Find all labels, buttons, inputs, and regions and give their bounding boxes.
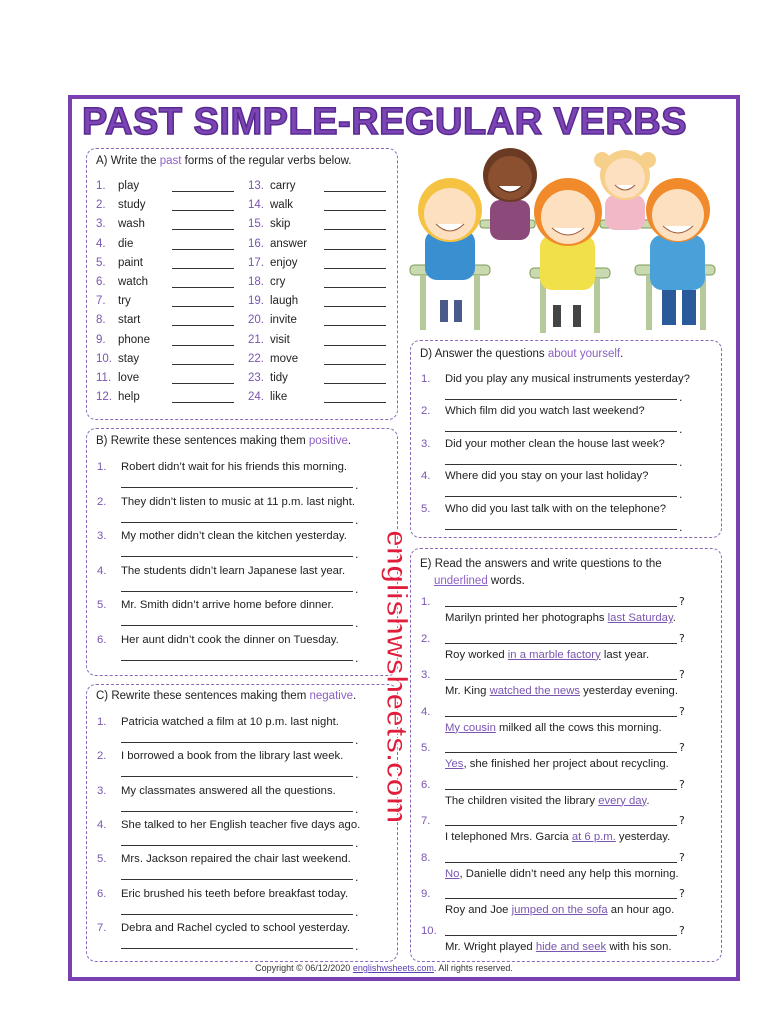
section-a-instruction: A) Write the past forms of the regular verbs below. xyxy=(96,155,352,167)
answer-text: Roy and Joe xyxy=(445,904,512,916)
section-b-instruction: B) Rewrite these sentences making them positive. xyxy=(96,435,352,447)
verb-item xyxy=(248,332,393,348)
sentence-text: Did your mother clean the house last week? xyxy=(445,437,665,450)
answer-line[interactable] xyxy=(172,191,234,192)
answer-sentence xyxy=(445,647,649,663)
sentence-item xyxy=(97,851,351,867)
verb-item xyxy=(96,236,241,252)
answer-line[interactable] xyxy=(324,268,386,269)
underlined-words: last Saturday xyxy=(607,612,673,624)
verb-number: 15. xyxy=(248,218,264,231)
answer-text: yesterday evening. xyxy=(580,685,678,697)
verb-item xyxy=(248,197,393,213)
answer-line[interactable] xyxy=(172,229,234,230)
verb-number: 4. xyxy=(96,237,106,250)
sentence-text: Eric brushed his teeth before breakfast today. xyxy=(121,887,349,900)
sentence-item xyxy=(97,886,348,902)
verb-word: like xyxy=(270,391,288,404)
sentence-item xyxy=(421,468,648,484)
answer-sentence xyxy=(445,829,670,845)
answer-text: , she finished her project about recycling. xyxy=(463,758,669,770)
item-number: 2. xyxy=(97,495,107,508)
verb-word: start xyxy=(118,314,141,327)
answer-line[interactable] xyxy=(324,383,386,384)
sentence-item xyxy=(97,714,339,730)
answer-text: , Danielle didn’t need any help this morning. xyxy=(459,867,679,880)
verb-number: 16. xyxy=(248,237,264,250)
sentence-text: Mr. Smith didn’t arrive home before dinner. xyxy=(121,599,334,611)
answer-sentence xyxy=(445,756,669,772)
underlined-words: No xyxy=(445,867,460,880)
sentence-item xyxy=(421,371,690,387)
underlined-words: in a marble factory xyxy=(507,648,601,661)
verb-word: die xyxy=(118,237,134,250)
verb-word: walk xyxy=(270,199,294,212)
section-e-instruction: E) Read the answers and write questions to the xyxy=(420,558,662,570)
item-number: 1. xyxy=(421,373,431,385)
verb-item xyxy=(248,274,393,290)
verb-number: 8. xyxy=(96,314,106,327)
answer-line[interactable] xyxy=(121,914,353,915)
answer-line[interactable] xyxy=(121,660,353,661)
answer-line[interactable] xyxy=(121,845,353,846)
item-number: 2. xyxy=(421,632,431,645)
verb-word: invite xyxy=(270,314,297,327)
answer-line[interactable] xyxy=(445,496,677,497)
period: . xyxy=(355,617,359,630)
answer-text: with his son. xyxy=(606,940,672,953)
item-number: 1. xyxy=(421,596,431,608)
answer-sentence xyxy=(445,866,679,882)
question-mark: ? xyxy=(679,595,685,608)
verb-word: laugh xyxy=(270,295,299,308)
sentence-text: She talked to her English teacher five days ago. xyxy=(121,818,361,831)
verb-number: 14. xyxy=(248,199,264,212)
verb-number: 17. xyxy=(248,256,264,269)
item-number: 4. xyxy=(97,818,107,831)
period: . xyxy=(355,905,359,919)
sentence-item xyxy=(97,528,347,544)
sentence-text: Which film did you watch last weekend? xyxy=(445,405,645,418)
period: . xyxy=(355,734,359,747)
period: . xyxy=(679,520,683,534)
item-number: 5. xyxy=(97,599,107,611)
sentence-text: Her aunt didn’t cook the dinner on Tuesday. xyxy=(121,633,339,646)
verb-word: wash xyxy=(118,218,145,231)
verb-number: 22. xyxy=(248,352,264,365)
answer-line[interactable] xyxy=(172,249,234,250)
question-mark: ? xyxy=(679,777,685,791)
answer-line[interactable] xyxy=(172,287,234,288)
answer-text: last year. xyxy=(600,648,650,661)
verb-word: stay xyxy=(118,352,140,365)
question-mark: ? xyxy=(679,704,685,718)
verb-number: 23. xyxy=(248,372,264,384)
period: . xyxy=(679,391,683,404)
answer-line[interactable] xyxy=(324,249,386,250)
section-e-instruction-line2: underlined words. xyxy=(434,575,525,587)
verb-item xyxy=(248,370,393,386)
answer-text: The children visited the library xyxy=(445,794,599,807)
verb-word: love xyxy=(118,372,140,384)
answer-text: milked all the cows this morning. xyxy=(495,721,662,734)
answer-line[interactable] xyxy=(121,811,353,812)
footer-link[interactable]: englishwsheets.com xyxy=(352,963,434,973)
underlined-words: at 6 p.m. xyxy=(571,831,616,843)
verb-item xyxy=(96,197,241,213)
item-number: 3. xyxy=(97,784,107,797)
section-d-instruction: D) Answer the questions about yourself. xyxy=(420,348,624,360)
answer-line[interactable] xyxy=(324,306,386,307)
verb-number: 1. xyxy=(96,180,106,192)
answer-line[interactable] xyxy=(324,364,386,365)
answer-text: I telephoned Mrs. Garcia xyxy=(445,831,572,843)
sentence-item xyxy=(421,403,645,419)
verb-word: watch xyxy=(118,276,149,288)
copyright-footer: Copyright © 06/12/2020 englishwsheets.com. All rights reserved. xyxy=(255,963,513,973)
sentence-text: I borrowed a book from the library last week. xyxy=(121,750,344,763)
underlined-words: jumped on the sofa xyxy=(511,904,608,916)
answer-line[interactable] xyxy=(172,383,234,384)
item-number: 3. xyxy=(97,530,107,542)
verb-item xyxy=(96,332,241,348)
answer-line[interactable] xyxy=(121,948,353,949)
period: . xyxy=(679,488,683,502)
item-number: 5. xyxy=(421,742,431,754)
item-number: 5. xyxy=(97,853,107,866)
question-mark: ? xyxy=(679,631,685,645)
sentence-text: Patricia watched a film at 10 p.m. last night. xyxy=(121,716,339,728)
underlined-words: watched the news xyxy=(489,685,581,697)
sentence-item xyxy=(97,459,347,475)
answer-line[interactable] xyxy=(324,345,386,346)
question-line[interactable] xyxy=(445,825,677,826)
sentence-item xyxy=(97,748,343,764)
sentence-text: Who did you last talk with on the telephone? xyxy=(445,502,667,515)
answer-text: yesterday. xyxy=(615,831,671,843)
verb-word: study xyxy=(118,199,146,212)
answer-line[interactable] xyxy=(324,325,386,326)
item-number: 2. xyxy=(421,405,431,418)
period: . xyxy=(355,582,359,596)
sentence-item xyxy=(97,563,345,579)
answer-line[interactable] xyxy=(172,210,234,211)
sentence-item xyxy=(421,436,665,452)
item-number: 2. xyxy=(97,750,107,763)
item-number: 1. xyxy=(97,716,107,728)
question-mark: ? xyxy=(679,887,685,900)
answer-sentence xyxy=(445,793,649,809)
sentence-text: Debra and Rachel cycled to school yesterday. xyxy=(121,921,350,934)
item-number: 4. xyxy=(421,705,431,718)
period: . xyxy=(679,423,683,437)
answer-line[interactable] xyxy=(324,402,386,403)
answer-line[interactable] xyxy=(172,402,234,403)
verb-item xyxy=(248,351,393,367)
item-number: 8. xyxy=(421,851,431,864)
answer-line[interactable] xyxy=(445,529,677,530)
answer-line[interactable] xyxy=(121,556,353,557)
item-number: 5. xyxy=(421,502,431,515)
question-line[interactable] xyxy=(445,752,677,753)
answer-line[interactable] xyxy=(172,345,234,346)
item-number: 9. xyxy=(421,888,431,900)
sentence-item xyxy=(421,501,666,517)
item-number: 1. xyxy=(97,461,107,473)
verb-number: 13. xyxy=(248,180,264,192)
verb-item xyxy=(248,255,393,271)
sentence-text: My classmates answered all the questions. xyxy=(121,784,336,797)
section-c-instruction: C) Rewrite these sentences making them negative. xyxy=(96,690,357,702)
item-number: 7. xyxy=(97,921,107,934)
sentence-text: Did you play any musical instruments yesterday? xyxy=(445,373,690,385)
sentence-item xyxy=(97,597,334,613)
period: . xyxy=(355,871,359,885)
verb-item xyxy=(96,178,241,194)
answer-sentence xyxy=(445,720,662,736)
period: . xyxy=(355,768,359,782)
sentence-item xyxy=(97,783,336,799)
answer-text: Roy worked xyxy=(445,648,508,661)
verb-item xyxy=(96,389,241,405)
verb-number: 18. xyxy=(248,276,264,288)
answer-sentence xyxy=(445,939,672,955)
answer-text: . xyxy=(672,612,676,624)
item-number: 7. xyxy=(421,815,431,827)
answer-text: . xyxy=(646,794,650,807)
item-number: 6. xyxy=(97,887,107,900)
period: . xyxy=(679,455,683,469)
answer-line[interactable] xyxy=(445,464,677,465)
verb-word: skip xyxy=(270,218,291,231)
verb-item xyxy=(248,389,393,405)
item-number: 3. xyxy=(421,437,431,450)
verb-item xyxy=(96,274,241,290)
answer-line[interactable] xyxy=(324,191,386,192)
underlined-words: My cousin xyxy=(445,721,496,734)
question-mark: ? xyxy=(679,668,685,681)
verb-item xyxy=(96,255,241,271)
verb-item xyxy=(248,293,393,309)
verb-word: answer xyxy=(270,237,308,250)
item-number: 6. xyxy=(97,633,107,646)
verb-word: enjoy xyxy=(270,256,298,269)
answer-text: Mr. Wright played xyxy=(445,940,536,953)
verb-number: 12. xyxy=(96,391,112,404)
answer-line[interactable] xyxy=(172,364,234,365)
verb-word: carry xyxy=(270,180,296,192)
sentence-item xyxy=(97,817,360,833)
answer-text: an hour ago. xyxy=(607,904,675,916)
period: . xyxy=(355,651,359,665)
verb-item xyxy=(248,178,393,194)
sentence-text: The students didn’t learn Japanese last year. xyxy=(121,564,346,577)
period: . xyxy=(355,548,359,561)
verb-item xyxy=(248,236,393,252)
verb-word: paint xyxy=(118,256,143,269)
verb-word: cry xyxy=(270,276,286,288)
period: . xyxy=(355,513,359,527)
sentence-text: They didn’t listen to music at 11 p.m. last night. xyxy=(121,495,355,508)
answer-line[interactable] xyxy=(172,268,234,269)
verb-item xyxy=(96,216,241,232)
item-number: 4. xyxy=(421,470,431,483)
verb-number: 5. xyxy=(96,256,106,269)
watermark-logo xyxy=(357,530,413,830)
question-line[interactable] xyxy=(445,862,677,863)
answer-line[interactable] xyxy=(324,287,386,288)
item-number: 3. xyxy=(421,669,431,681)
sentence-text: Where did you stay on your last holiday? xyxy=(445,470,649,483)
question-mark: ? xyxy=(679,741,685,754)
worksheet-title: PAST SIMPLE-REGULAR VERBS xyxy=(82,101,688,143)
underlined-words: Yes xyxy=(445,758,464,770)
answer-sentence xyxy=(445,902,674,918)
watermark-text: englishwsheets.com xyxy=(380,530,413,824)
answer-line[interactable] xyxy=(172,306,234,307)
period: . xyxy=(355,479,359,492)
verb-number: 3. xyxy=(96,218,106,231)
verb-number: 20. xyxy=(248,314,264,327)
verb-word: play xyxy=(118,180,140,192)
underlined-words: every day xyxy=(598,794,647,807)
answer-text: Marilyn printed her photographs xyxy=(445,612,608,624)
verb-item xyxy=(96,312,241,328)
sentence-item xyxy=(97,920,350,936)
underlined-words: hide and seek xyxy=(535,940,607,953)
verb-word: visit xyxy=(270,333,290,346)
question-line[interactable] xyxy=(445,679,677,680)
answer-line[interactable] xyxy=(121,591,353,592)
sentence-text: Robert didn’t wait for his friends this morning. xyxy=(121,461,348,473)
verb-number: 10. xyxy=(96,352,112,365)
period: . xyxy=(355,939,359,953)
verb-item xyxy=(248,312,393,328)
answer-line[interactable] xyxy=(121,742,353,743)
verb-item xyxy=(96,351,241,367)
period: . xyxy=(355,836,359,850)
answer-line[interactable] xyxy=(121,776,353,777)
question-line[interactable] xyxy=(445,898,677,899)
verb-number: 19. xyxy=(248,295,264,308)
answer-line[interactable] xyxy=(121,879,353,880)
answer-line[interactable] xyxy=(445,399,677,400)
verb-word: phone xyxy=(118,333,150,346)
question-mark: ? xyxy=(679,814,685,827)
question-line[interactable] xyxy=(445,606,677,607)
question-mark: ? xyxy=(679,923,685,937)
sentence-text: My mother didn’t clean the kitchen yesterday. xyxy=(121,530,347,542)
verb-word: move xyxy=(270,352,299,365)
answer-line[interactable] xyxy=(121,487,353,488)
period: . xyxy=(355,802,359,816)
item-number: 10. xyxy=(421,924,437,937)
verb-word: help xyxy=(118,391,140,404)
sentence-item xyxy=(97,494,355,510)
item-number: 6. xyxy=(421,778,431,791)
verb-number: 24. xyxy=(248,391,264,404)
answer-line[interactable] xyxy=(324,229,386,230)
question-mark: ? xyxy=(679,850,685,864)
verb-number: 6. xyxy=(96,276,106,288)
answer-line[interactable] xyxy=(121,625,353,626)
verb-item xyxy=(96,370,241,386)
question-line[interactable] xyxy=(445,935,677,936)
answer-line[interactable] xyxy=(121,522,353,523)
question-line[interactable] xyxy=(445,643,677,644)
verb-number: 7. xyxy=(96,295,106,308)
sentence-text: Mrs. Jackson repaired the chair last weekend. xyxy=(121,853,351,866)
answer-sentence xyxy=(445,683,678,699)
verb-word: try xyxy=(118,295,131,308)
verb-number: 11. xyxy=(96,372,112,384)
answer-line[interactable] xyxy=(445,431,677,432)
verb-item xyxy=(248,216,393,232)
answer-sentence xyxy=(445,610,676,626)
answer-line[interactable] xyxy=(172,325,234,326)
question-line[interactable] xyxy=(445,789,677,790)
question-line[interactable] xyxy=(445,716,677,717)
children-illustration xyxy=(410,140,725,340)
answer-text: Mr. King xyxy=(445,685,490,697)
verb-item xyxy=(96,293,241,309)
answer-line[interactable] xyxy=(324,210,386,211)
verb-number: 9. xyxy=(96,333,106,346)
verb-number: 21. xyxy=(248,333,264,346)
sentence-item xyxy=(97,632,339,648)
item-number: 4. xyxy=(97,564,107,577)
verb-number: 2. xyxy=(96,199,106,212)
verb-word: tidy xyxy=(270,372,288,384)
